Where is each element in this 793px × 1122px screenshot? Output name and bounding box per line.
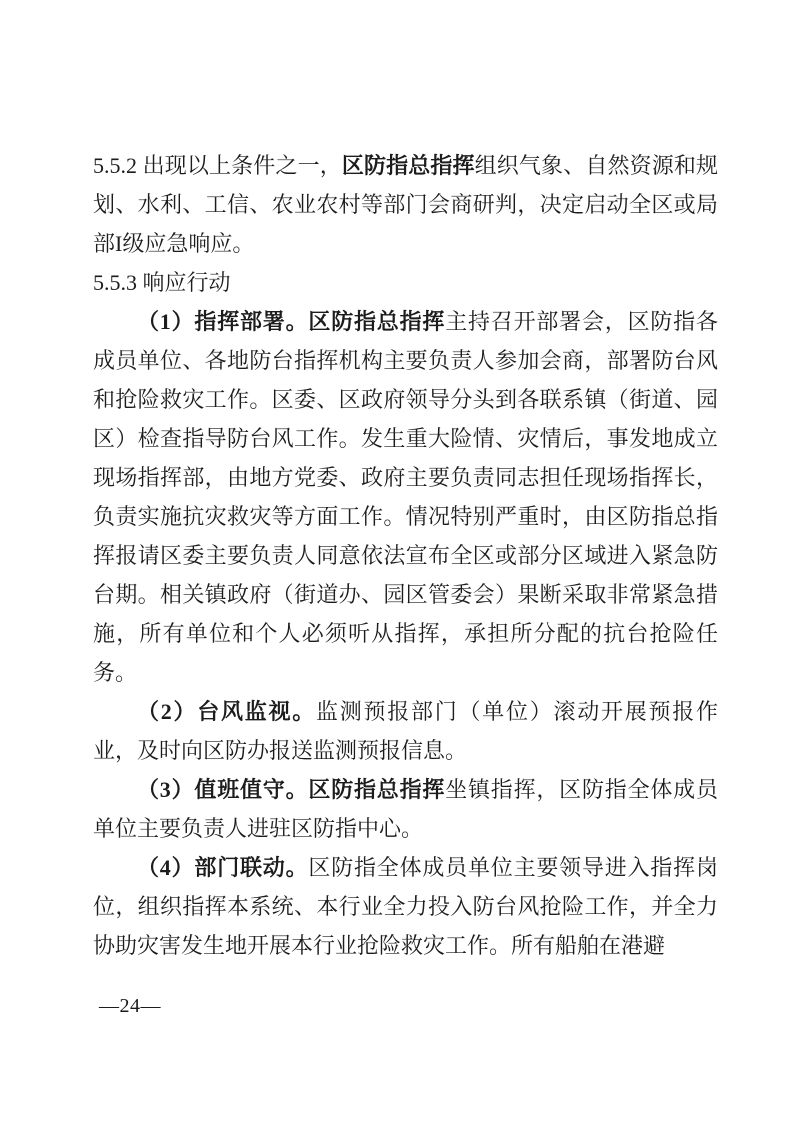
text-run: 5.5.2 出现以上条件之一， — [93, 153, 342, 178]
text-run: 组织气象、自然资源和规划、水利、工信、农业农村等部门会商研判，决定启动全区或局部I级应急响应。 — [93, 153, 718, 256]
item-1-command-deployment — [93, 302, 718, 692]
text-run: 区防指全体成员单位主要领导进入指挥岗位，组织指挥本系统、本行业全力投入防台风抢险工作，并全力协助灾害发生地开展本行业抢险救灾工作。所有船舶在港避 — [93, 855, 718, 958]
section-5-5-2 — [93, 146, 718, 263]
text-run: 主持召开部署会，区防指各成员单位、各地防台指挥机构主要负责人参加会商，部署防台风和抢险救灾工作。区委、区政府领导分头到各联系镇（街道、园区）检查指导防台风工作。发生重大险情、灾情后，事发地成立现场指挥部，由地方党委、政府主要负责同志担任现场指挥长，负责实施抗灾救灾等方面工作。情况特别严重时，由区防指总指挥报请区委主要负责人同意依法宣布全区或部分区域进入紧急防台期。相关镇政府（街道办、园区管委会）果断采取非常紧急措施，所有单位和个人必须听从指挥，承担所分配的抗台抢险任务。 — [93, 309, 718, 685]
text-run: 5.5.3 响应行动 — [93, 270, 231, 295]
bold-text-run: （1）指挥部署。区防指总指挥 — [137, 309, 446, 334]
item-2-typhoon-monitoring — [93, 692, 718, 770]
item-4-department-linkage — [93, 848, 718, 965]
bold-text-run: 区防指总指挥 — [341, 153, 475, 178]
document-body — [93, 146, 718, 965]
text-run: 监测预报部门（单位）滚动开展预报作业，及时向区防办报送监测预报信息。 — [93, 699, 718, 763]
section-5-5-3-heading — [93, 263, 718, 302]
item-3-duty-watch — [93, 770, 718, 848]
bold-text-run: （2）台风监视。 — [137, 699, 316, 724]
bold-text-run: （4）部门联动。 — [137, 855, 309, 880]
text-run: 坐镇指挥，区防指全体成员单位主要负责人进驻区防指中心。 — [93, 777, 718, 841]
page-number: —24— — [99, 995, 161, 1017]
bold-text-run: （3）值班值守。区防指总指挥 — [137, 777, 446, 802]
